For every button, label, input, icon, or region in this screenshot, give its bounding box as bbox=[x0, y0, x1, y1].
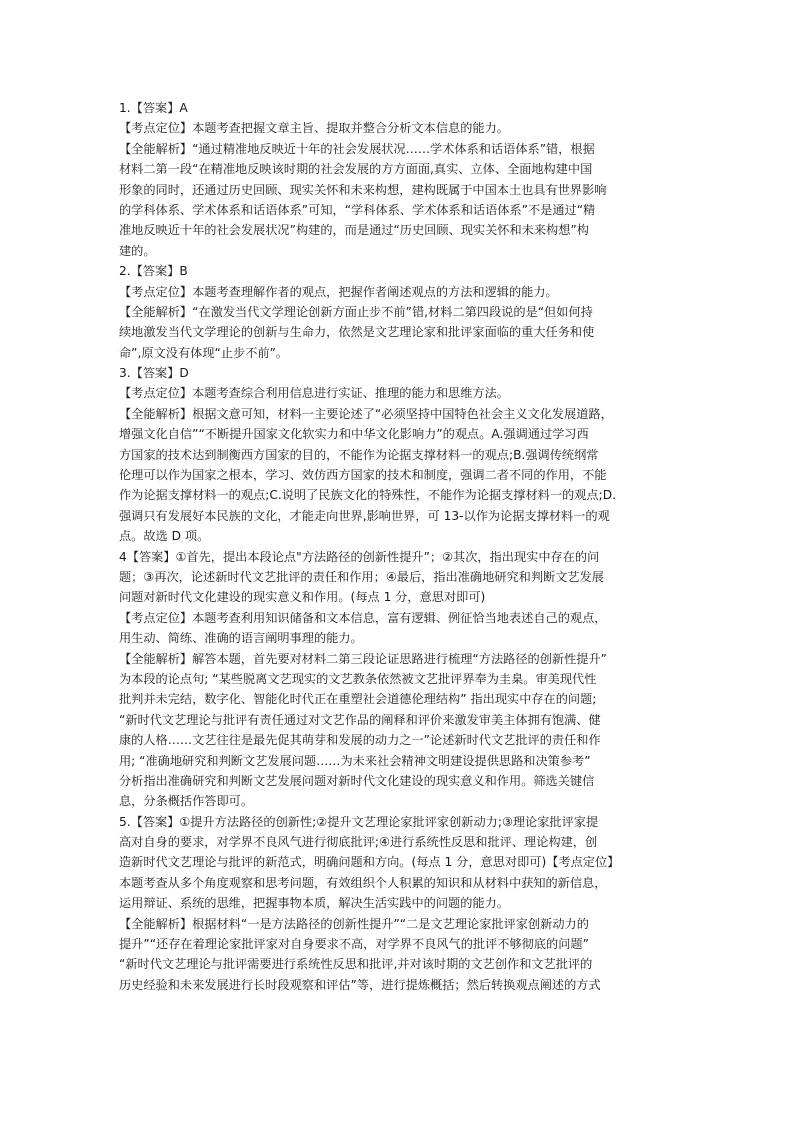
text-line: 用生动、简练、准确的语言阐明事理的能力。 bbox=[119, 631, 363, 646]
text-line: 息，分条概括作答即可。 bbox=[119, 794, 254, 809]
text-line: 【考点定位】本题考查把握文章主旨、提取并整合分析文本信息的能力。 bbox=[119, 121, 509, 136]
text-line: 【全能解析】解答本题，首先要对材料二第三段论证思路进行梳理“方法路径的创新性提升” bbox=[119, 651, 607, 666]
text-line: 方国家的技术达到制衡西方国家的目的，不能作为论据支撑材料一的观点;B.强调传统纲常 bbox=[119, 447, 599, 462]
text-line: 康的人格……文艺往往是最先促其萌芽和发展的动力之一”论述新时代文艺批评的责任和作 bbox=[119, 733, 601, 748]
text-line: 【考点定位】本题考查综合利用信息进行实证、推理的能力和思维方法。 bbox=[119, 386, 509, 401]
text-line: 续地激发当代文学理论的创新与生命力，依然是文艺理论家和批评家面临的重大任务和使 bbox=[119, 325, 595, 340]
text-line: 1.【答案】A bbox=[119, 101, 188, 115]
text-line: 4【答案】①首先，提出本段论点"方法路径的创新性提升”；②其次，指出现实中存在的问 bbox=[119, 549, 600, 564]
text-line: “新时代文艺理论与批评有责任通过对文艺作品的阐释和评价来激发审美主体拥有饱满、健 bbox=[119, 712, 601, 727]
text-line: 用; “准确地研究和判断文艺发展问题……为未来社会精神文明建设提供思路和决策参考” bbox=[119, 753, 591, 768]
text-line: 【考点定位】本题考查理解作者的观点，把握作者阐述观点的方法和逻辑的能力。 bbox=[119, 284, 558, 299]
text-line: 建的。 bbox=[119, 243, 156, 258]
text-line: 提升”“还存在着理论家批评家对自身要求不高，对学界不良风气的批评不够彻底的问题” bbox=[119, 937, 589, 952]
text-line: 作为论据支撑材料一的观点;C.说明了民族文化的特殊性，不能作为论据支撑材料一的观点;D. bbox=[119, 488, 616, 503]
text-line: 准地反映近十年的社会发展状况”构建的，而是通过“历史回顾、现实关怀和未来构想”构 bbox=[119, 223, 589, 238]
text-line: 2.【答案】B bbox=[119, 264, 188, 279]
text-line: 材料二第一段“在精准地反映该时期的社会发展的方方面面,真实、立体、全面地构建中国 bbox=[119, 162, 593, 177]
text-line: 【全能解析】“在激发当代文学理论创新方面止步不前”错,材料二第四段说的是“但如何持 bbox=[119, 304, 593, 319]
text-line: 5.【答案】①提升方法路径的创新性;②提升文艺理论家批评家创新动力;③理论家批评家提 bbox=[119, 814, 599, 829]
text-line: 伦理可以作为国家之根本，学习、效仿西方国家的技术和制度，强调二者不同的作用，不能 bbox=[119, 468, 607, 483]
text-line: 命”,原文没有体现“止步不前”。 bbox=[119, 345, 289, 360]
text-line: 【全能解析】根据文意可知，材料一主要论述了“必须坚持中国特色社会主义文化发展道路， bbox=[119, 406, 613, 421]
text-line: 3.【答案】D bbox=[119, 366, 189, 381]
text-line: 批判并未完结，数字化、智能化时代正在重塑社会道德伦理结构” 指出现实中存在的问题; bbox=[119, 692, 597, 707]
text-line: 运用辩证、系统的思维，把握事物本质，解决生活实践中的问题的能力。 bbox=[119, 896, 509, 911]
text-line: 增强文化自信”“不断提升国家文化软实力和中华文化影响力”的观点。A.强调通过学习西 bbox=[119, 427, 589, 442]
text-line: 形象的同时，还通过历史回顾、现实关怀和未来构想，建构既属于中国本土也具有世界影响 bbox=[119, 182, 607, 197]
text-line: 本题考查从多个角度观察和思考问题，有效组织个人积累的知识和从材料中获知的新信息， bbox=[119, 875, 607, 890]
text-line: 【全能解析】“通过精准地反映近十年的社会发展状况……学术体系和话语体系”错，根据 bbox=[119, 141, 595, 156]
text-line: 造新时代文艺理论与批评的新范式，明确问题和方向。(每点 1 分，意思对即可)【考点定位】 bbox=[119, 855, 620, 870]
text-line: 问题对新时代文化建设的现实意义和作用。(每点 1 分，意思对即可) bbox=[119, 590, 486, 605]
text-line: “新时代文艺理论与批评需要进行系统性反思和批评,并对该时期的文艺创作和文艺批评的 bbox=[119, 957, 593, 972]
text-line: 为本段的论点句; “某些脱离文艺现实的文艺教条依然被文艺批评界奉为圭臬。审美现代性 bbox=[119, 671, 597, 686]
text-line: 的学科体系、学术体系和话语体系”可知，“学科体系、学术体系和话语体系”不是通过“精 bbox=[119, 202, 596, 217]
text-line: 历史经验和未来发展进行长时段观察和评估”等，进行提炼概括；然后转换观点阐述的方式 bbox=[119, 977, 601, 992]
text-line: 分析指出准确研究和判断文艺发展问题对新时代文化建设的现实意义和作用。筛选关键信 bbox=[119, 773, 595, 788]
document-body bbox=[119, 98, 675, 995]
text-line: 【考点定位】本题考查利用知识储备和文本信息，富有逻辑、例征恰当地表述自己的观点， bbox=[119, 610, 607, 625]
text-line: 强调只有发展好本民族的文化，才能走向世界,影响世界，可 13-以作为论据支撑材料一的观 bbox=[119, 508, 610, 523]
text-line: 点。故选 D 项。 bbox=[119, 529, 210, 544]
text-line: 高对自身的要求，对学界不良风气进行彻底批评;④进行系统性反思和批评、理论构建，创 bbox=[119, 835, 598, 850]
text-line: 【全能解析】根据材料“一是方法路径的创新性提升”“二是文艺理论家批评家创新动力的 bbox=[119, 916, 589, 931]
text-line: 题；③再次，论述新时代文艺批评的责任和作用；④最后，指出准确地研究和判断文艺发展 bbox=[119, 569, 604, 584]
